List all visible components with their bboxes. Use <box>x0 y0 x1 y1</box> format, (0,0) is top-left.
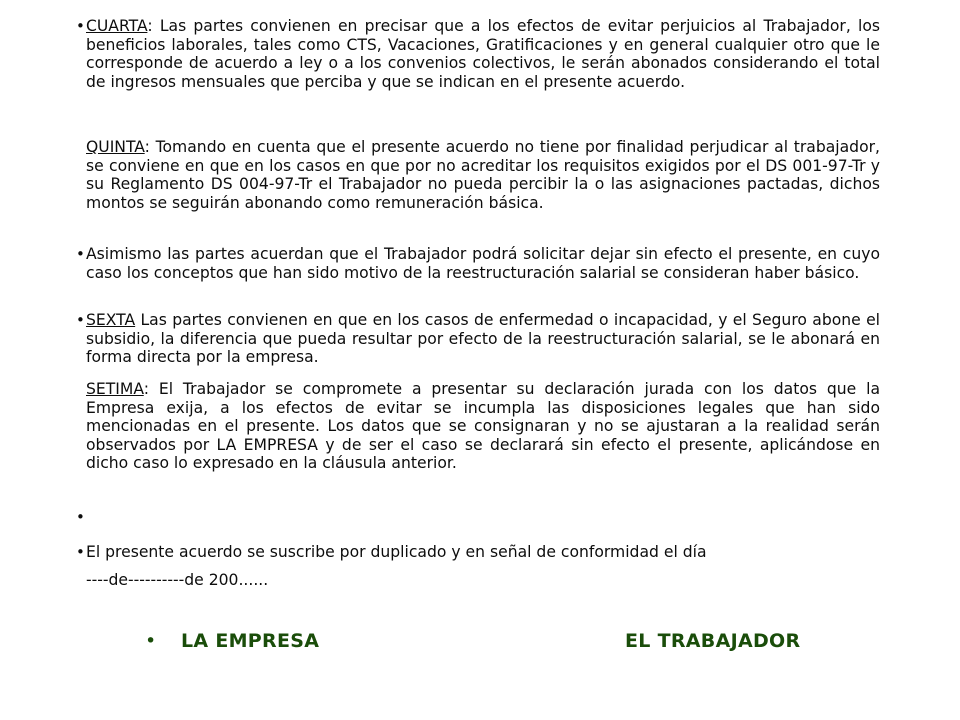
signature-trabajador: EL TRABAJADOR <box>625 630 801 652</box>
clause-text: : Las partes convienen en precisar que a los efectos de evitar perjuicios al Trabajador, los beneficios laborales, tales como CTS, Vacaciones, Gratificaciones y en general cualquier otro que le corresponde de acuerdo a ley o a los convenios colectivos, le serán abonados considerando el total de ingresos mensuales que perciba y que se indican en el presente acuerdo. <box>86 17 880 91</box>
bullet <box>76 245 85 264</box>
bullet <box>76 311 85 330</box>
bullet <box>76 17 85 36</box>
clause-text: Asimismo las partes acuerdan que el Trabajador podrá solicitar dejar sin efecto el presente, en cuyo caso los conceptos que han sido motivo de la reestructuración salarial se consideran haber básico. <box>86 245 880 282</box>
signature-empresa: LA EMPRESA <box>181 630 320 652</box>
closing-statement <box>86 538 880 594</box>
clause-label: SEXTA <box>86 311 136 329</box>
clause-text: Las partes convienen en que en los casos de enfermedad o incapacidad, y el Seguro abone el subsidio, la diferencia que pueda resultar por efecto de la reestructuración salarial, se le abonará en forma directa por la empresa. <box>86 311 880 367</box>
clause-sexta <box>86 311 880 367</box>
clause-setima <box>86 380 880 473</box>
closing-date-line: ----de----------de 200...... <box>86 571 269 589</box>
clause-text: : El Trabajador se compromete a presentar su declaración jurada con los datos que la Empresa exija, a los efectos de evitar se incumpla las disposiciones legales que han sido mencionadas en el presente. Los datos que se consignaran y no se ajustaran a la realidad serán observados por LA EMPRESA y de ser el caso se declarará sin efecto el presente, aplicándose en dicho caso lo expresado en la cláusula anterior. <box>86 380 880 473</box>
bullet <box>145 630 156 652</box>
clause-cuarta <box>86 17 880 91</box>
clause-text: : Tomando en cuenta que el presente acuerdo no tiene por finalidad perjudicar al trabajador, se conviene en que en los casos en que por no acreditar los requisitos exigidos por el DS 001-97-Tr y su Reglamento DS 004-97-Tr el Trabajador no pueda percibir la o las asignaciones pactadas, dichos montos se seguirán abonando como remuneración básica. <box>86 138 880 212</box>
clause-quinta <box>86 138 880 212</box>
clause-label: SETIMA <box>86 380 144 398</box>
bullet <box>76 538 85 566</box>
clause-label: CUARTA <box>86 17 148 35</box>
clause-label: QUINTA <box>86 138 145 156</box>
clause-asimismo <box>86 245 880 282</box>
closing-line-1: El presente acuerdo se suscribe por duplicado y en señal de conformidad el día <box>86 543 707 561</box>
bullet <box>76 508 85 527</box>
